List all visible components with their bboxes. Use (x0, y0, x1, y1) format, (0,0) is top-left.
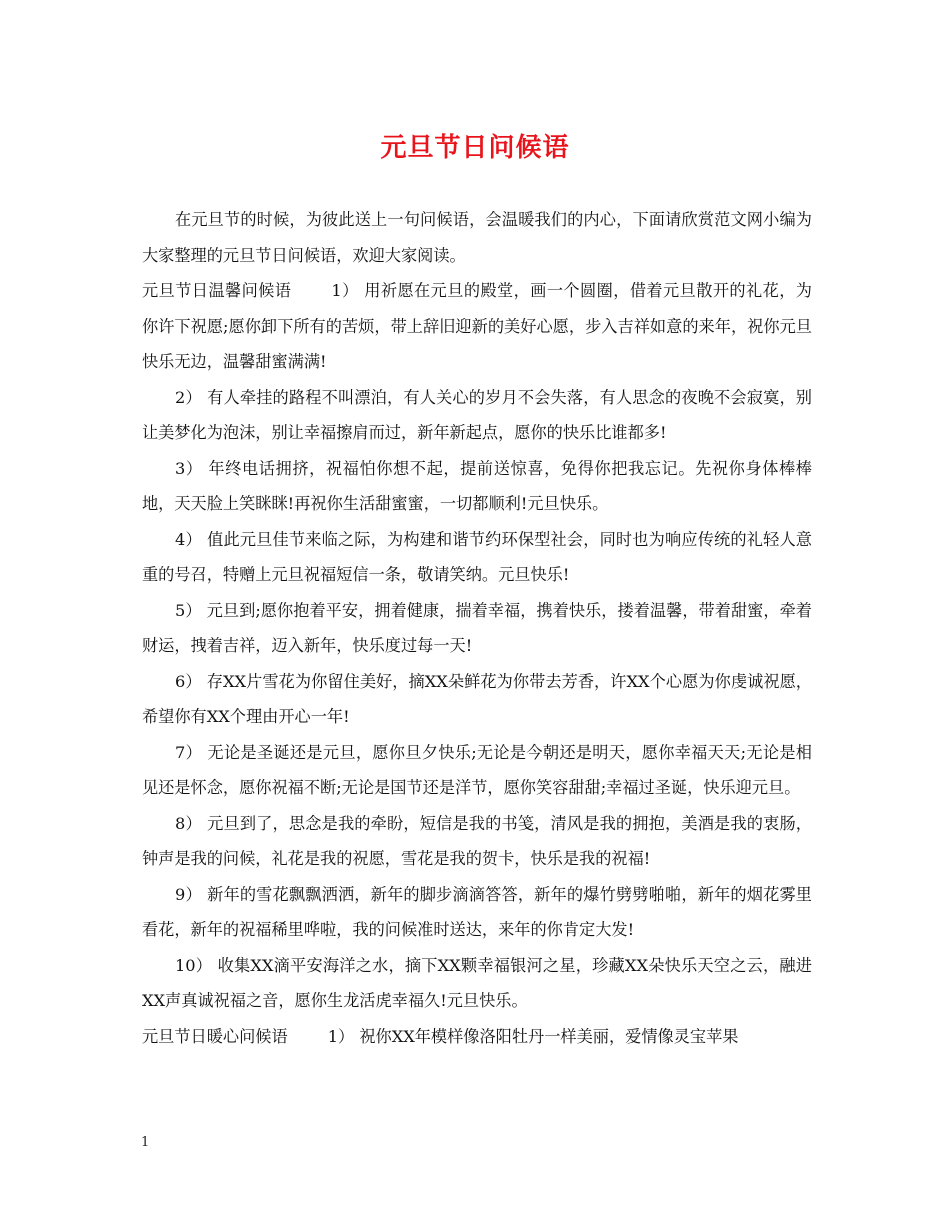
section-1-item-7: 7） 无论是圣诞还是元旦，愿你旦夕快乐;无论是今朝还是明天，愿你幸福天天;无论是相见还是怀念，愿你祝福不断;无论是国节还是洋节，愿你笑容甜甜;幸福过圣诞，快乐迎元旦。 (142, 742, 812, 797)
section-1-item-3: 3） 年终电话拥挤，祝福怕你想不起，提前送惊喜，免得你把我忘记。先祝你身体棒棒地，天天脸上笑眯眯!再祝你生活甜蜜蜜，一切都顺利!元旦快乐。 (142, 458, 812, 513)
section-1-item-9: 9） 新年的雪花飘飘洒洒，新年的脚步滴滴答答，新年的爆竹劈劈啪啪，新年的烟花雾里看花，新年的祝福稀里哗啦，我的问候准时送达，来年的你肯定大发! (142, 884, 812, 939)
section-1-first-paragraph (142, 273, 812, 380)
section-1-item-1: 1） 用祈愿在元旦的殿堂，画一个圆圈，借着元旦散开的礼花，为你许下祝愿;愿你卸下所有的苦烦，带上辞旧迎新的美好心愿，步入吉祥如意的来年，祝你元旦快乐无边，温馨甜蜜满满! (142, 281, 812, 371)
section-1-item-10: 10） 收集XX滴平安海洋之水，摘下XX颗幸福银河之星，珍藏XX朵快乐天空之云，融进XX声真诚祝福之音，愿你生龙活虎幸福久!元旦快乐。 (142, 955, 812, 1010)
section-2-heading: 元旦节日暖心问候语 (142, 1026, 288, 1046)
section-1-item-5: 5） 元旦到;愿你抱着平安，拥着健康，揣着幸福，携着快乐，搂着温馨，带着甜蜜，牵着财运，拽着吉祥，迈入新年，快乐度过每一天! (142, 600, 812, 655)
section-1-item-2: 2） 有人牵挂的路程不叫漂泊，有人关心的岁月不会失落，有人思念的夜晚不会寂寞，别让美梦化为泡沫，别让幸福擦肩而过，新年新起点，愿你的快乐比谁都多! (142, 387, 812, 442)
section-2-first-paragraph (142, 1019, 812, 1055)
section-1-item-4: 4） 值此元旦佳节来临之际，为构建和谐节约环保型社会，同时也为响应传统的礼轻人意重的号召，特赠上元旦祝福短信一条，敬请笑纳。元旦快乐! (142, 529, 812, 584)
intro-paragraph: 在元旦节的时候，为彼此送上一句问候语，会温暖我们的内心，下面请欣赏范文网小编为大家整理的元旦节日问候语，欢迎大家阅读。 (142, 210, 812, 265)
section-2-item-1: 1） 祝你XX年模样像洛阳牡丹一样美丽，爱情像灵宝苹果 (327, 1026, 739, 1046)
document-body (142, 202, 812, 1054)
section-1-item-6: 6） 存XX片雪花为你留住美好，摘XX朵鲜花为你带去芳香，许XX个心愿为你虔诚祝愿，希望你有XX个理由开心一年! (142, 671, 812, 726)
section-1-heading: 元旦节日温馨问候语 (142, 281, 292, 300)
section-1-item-8: 8） 元旦到了，思念是我的牵盼，短信是我的书笺，清风是我的拥抱，美酒是我的衷肠，钟声是我的问候，礼花是我的祝愿，雪花是我的贺卡，快乐是我的祝福! (142, 813, 812, 868)
document-title: 元旦节日问候语 (380, 133, 570, 163)
page-number: 1 (141, 1135, 150, 1150)
